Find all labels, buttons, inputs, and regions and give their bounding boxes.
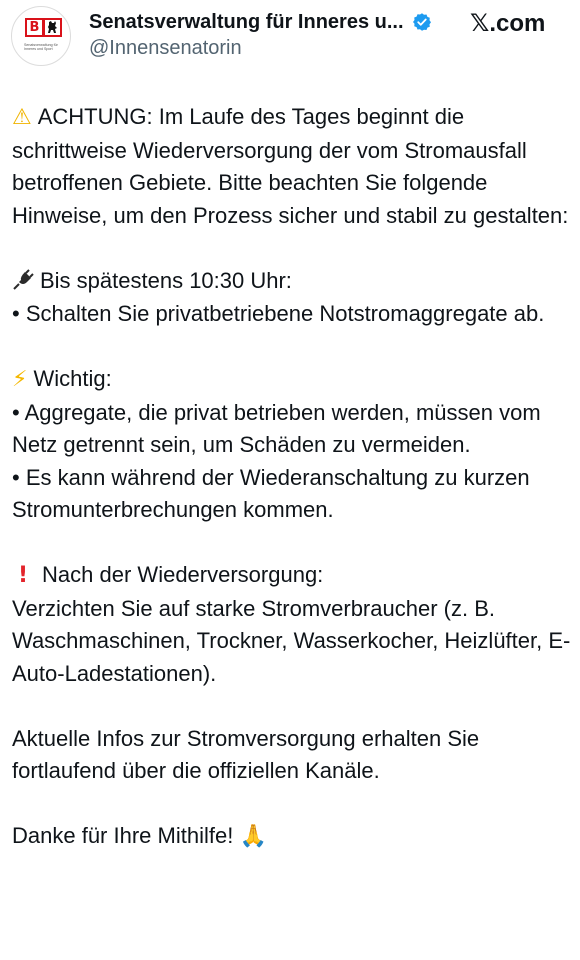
author-handle[interactable]: @Innensenatorin <box>89 37 242 59</box>
warning-icon: ⚠ <box>12 105 32 130</box>
thanks-text: Danke für Ihre Mithilfe! <box>12 823 234 848</box>
post-header <box>0 0 580 80</box>
plug-icon <box>12 266 34 299</box>
section3-text: Verzichten Sie auf starke Stromverbraucher (z. B. Waschmaschinen, Trockner, Wasserkocher, Heizlüfter, E-Auto-Ladestationen). <box>12 595 571 686</box>
section2-title-line <box>12 363 578 397</box>
author-name-row[interactable] <box>89 8 432 36</box>
author-name[interactable]: Senatsverwaltung für Inneres u... <box>89 11 404 33</box>
exclamation-icon: ! <box>18 563 29 588</box>
section3-title-line <box>12 559 578 593</box>
thanks-line <box>12 820 578 854</box>
section2-bullet-2: • Es kann während der Wiederanschaltung zu kurzen Stromunterbrechungen kommen. <box>12 464 530 522</box>
info-paragraph: Aktuelle Infos zur Stromversorgung erhalten Sie fortlaufend über die offiziellen Kanäle. <box>12 725 480 783</box>
avatar-subtitle: Senatsverwaltung für Inneres und Sport <box>24 43 58 51</box>
post-text <box>12 101 578 854</box>
berlin-bear-icon <box>43 18 62 37</box>
berlin-b-logo: B <box>25 18 44 37</box>
verified-badge-icon <box>412 12 432 37</box>
section1-title: Bis spätestens 10:30 Uhr: <box>40 267 292 293</box>
intro-paragraph <box>12 101 578 232</box>
section2-bullet-1: • Aggregate, die privat betrieben werden, müssen vom Netz getrennt sein, um Schäden zu vermeiden. <box>12 399 541 457</box>
lightning-icon: ⚡ <box>12 367 28 392</box>
section1-bullet: • Schalten Sie privatbetriebene Notstromaggregate ab. <box>12 301 545 326</box>
site-label: .com <box>489 10 546 37</box>
section1-title-line <box>12 265 578 299</box>
x-com-logo <box>470 9 545 38</box>
section2-title: Wichtig: <box>33 366 112 391</box>
praying-hands-icon: 🙏 <box>239 824 267 849</box>
x-logo-icon: 𝕏 <box>470 9 490 37</box>
avatar[interactable] <box>11 6 71 66</box>
intro-text: ACHTUNG: Im Laufe des Tages beginnt die schrittweise Wiederversorgung der vom Stromausfall betroffenen Gebiete. Bitte beachten Sie folgende Hinweise, um den Prozess sicher und stabil zu gestalten: <box>12 104 569 228</box>
section3-title: Nach der Wiederversorgung: <box>42 562 324 587</box>
